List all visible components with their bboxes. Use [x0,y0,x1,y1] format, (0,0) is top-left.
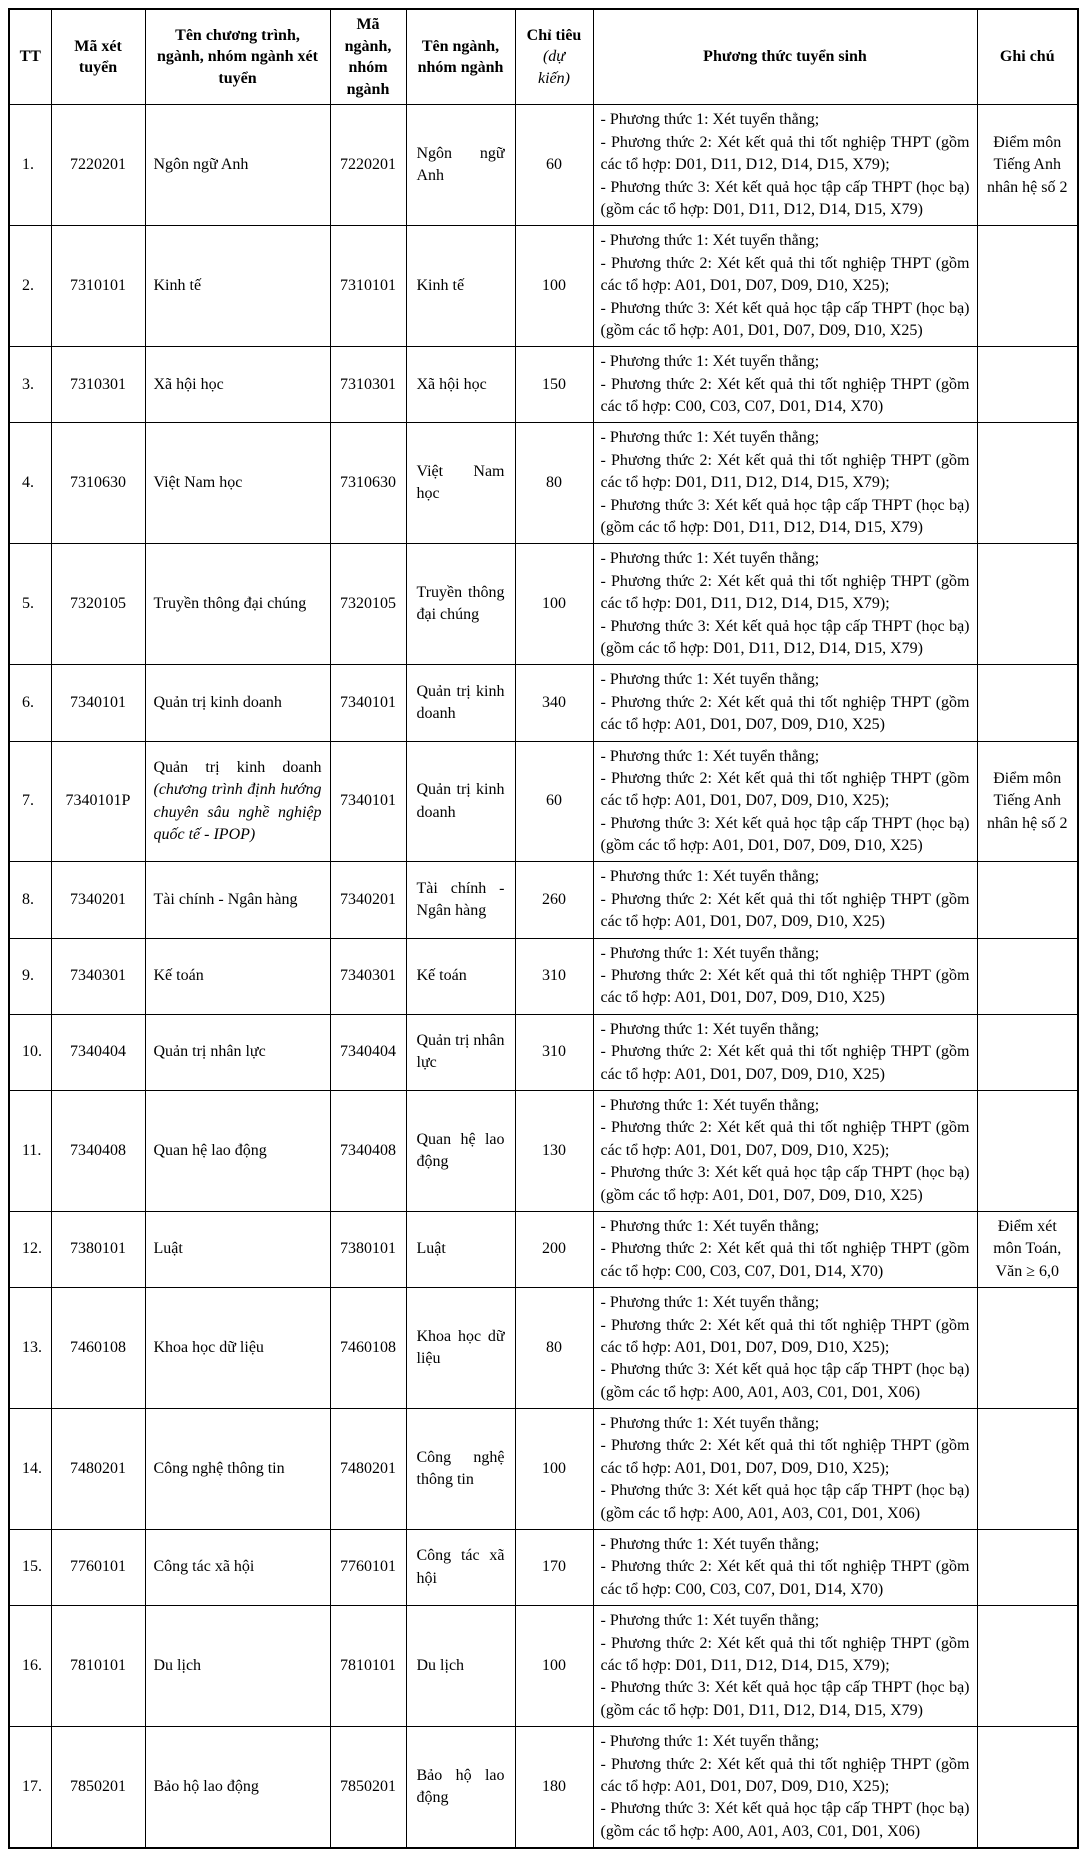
method-line: - Phương thức 2: Xét kết quả thi tốt nghiệp THPT (gồm các tổ hợp: C00, C03, C07, D01, D14, X70) [600,375,970,416]
method-line: - Phương thức 2: Xét kết quả thi tốt nghiệp THPT (gồm các tổ hợp: A01, D01, D07, D09, D10, X25); [600,1755,970,1795]
cell-major-name: Luật [406,1211,515,1287]
cell-tt: 11. [9,1091,51,1212]
method-line: - Phương thức 1: Xét tuyển thẳng; [600,1097,820,1114]
cell-quota: 310 [515,1014,593,1090]
cell-program-name [145,741,330,862]
cell-admission-methods [593,1014,977,1090]
cell-admission-methods [593,544,977,665]
method-line: - Phương thức 2: Xét kết quả thi tốt nghiệp THPT (gồm các tổ hợp: A01, D01, D07, D09, D10, X25); [600,254,970,295]
cell-note [977,1409,1078,1530]
cell-quota: 100 [515,1606,593,1727]
program-name-text: Du lịch [153,1656,202,1674]
table-row [9,423,1078,544]
cell-admission-code: 7380101 [51,1211,145,1287]
cell-quota: 310 [515,938,593,1014]
cell-major-name: Du lịch [406,1606,515,1727]
cell-admission-methods [593,665,977,741]
method-line: - Phương thức 2: Xét kết quả thi tốt nghiệp THPT (gồm các tổ hợp: D01, D11, D12, D14, D15, X79); [600,133,970,174]
cell-note [977,1091,1078,1212]
cell-tt: 4. [9,423,51,544]
program-name-text: Ngôn ngữ Anh [153,156,249,174]
cell-major-code: 7320105 [330,544,406,665]
cell-major-code: 7220201 [330,105,406,226]
table-row [9,741,1078,862]
cell-program-name [145,1211,330,1287]
method-line: - Phương thức 2: Xét kết quả thi tốt nghiệp THPT (gồm các tổ hợp: A01, D01, D07, D09, D10, X25) [600,890,970,931]
method-line: - Phương thức 2: Xét kết quả thi tốt nghiệp THPT (gồm các tổ hợp: A01, D01, D07, D09, D10, X25); [600,1316,970,1356]
cell-note: Điểm xét môn Toán, Văn ≥ 6,0 [977,1211,1078,1287]
cell-admission-methods [593,1409,977,1530]
cell-tt: 13. [9,1288,51,1409]
cell-tt: 10. [9,1014,51,1090]
cell-program-name [145,1288,330,1409]
cell-note: Điểm môn Tiếng Anh nhân hệ số 2 [977,741,1078,862]
method-line: - Phương thức 2: Xét kết quả thi tốt nghiệp THPT (gồm các tổ hợp: C00, C03, C07, D01, D14, X70) [600,1240,970,1280]
cell-major-code: 7310301 [330,347,406,423]
cell-tt: 15. [9,1530,51,1606]
cell-major-code: 7340101 [330,741,406,862]
method-line: - Phương thức 1: Xét tuyển thẳng; [600,232,820,250]
cell-quota: 130 [515,1091,593,1212]
cell-program-name [145,423,330,544]
program-name-text: Kế toán [153,967,204,985]
cell-major-name: Bảo hộ lao động [406,1727,515,1848]
cell-major-name: Kinh tế [406,226,515,347]
cell-major-code: 7850201 [330,1727,406,1848]
cell-admission-methods [593,105,977,226]
table-row [9,1409,1078,1530]
table-row [9,1014,1078,1090]
table-row [9,1530,1078,1606]
cell-tt: 8. [9,862,51,938]
table-row [9,544,1078,665]
cell-admission-methods [593,1211,977,1287]
cell-quota: 170 [515,1530,593,1606]
program-name-text: Xã hội học [153,375,224,393]
cell-admission-code: 7340201 [51,862,145,938]
cell-tt: 3. [9,347,51,423]
program-name-text: Quan hệ lao động [153,1141,267,1159]
program-name-text: Công tác xã hội [153,1558,255,1576]
method-line: - Phương thức 3: Xét kết quả học tập cấp THPT (học bạ) (gồm các tổ hợp: A00, A01, A03, C01, D01, X06) [600,1361,970,1401]
quota-header-sub: (dự kiến) [538,48,570,87]
cell-major-code: 7340404 [330,1014,406,1090]
cell-major-code: 7340408 [330,1091,406,1212]
cell-major-code: 7810101 [330,1606,406,1727]
table-row [9,226,1078,347]
cell-admission-code: 7810101 [51,1606,145,1727]
cell-program-name [145,665,330,741]
table-body [9,105,1078,1848]
cell-note [977,1288,1078,1409]
cell-major-code: 7760101 [330,1530,406,1606]
cell-major-code: 7310101 [330,226,406,347]
program-name-text: Việt Nam học [153,474,243,492]
method-line: - Phương thức 2: Xét kết quả thi tốt nghiệp THPT (gồm các tổ hợp: D01, D11, D12, D14, D15, X79); [600,572,970,613]
cell-admission-code: 7310630 [51,423,145,544]
cell-major-name: Việt Nam học [406,423,515,544]
cell-note [977,665,1078,741]
method-line: - Phương thức 1: Xét tuyển thẳng; [600,1217,820,1235]
method-line: - Phương thức 2: Xét kết quả thi tốt nghiệp THPT (gồm các tổ hợp: A01, D01, D07, D09, D10, X25); [600,769,970,810]
cell-note: Điểm môn Tiếng Anh nhân hệ số 2 [977,105,1078,226]
cell-admission-code: 7760101 [51,1530,145,1606]
col-header-quota [515,9,593,105]
cell-major-code: 7480201 [330,1409,406,1530]
method-line: - Phương thức 2: Xét kết quả thi tốt nghiệp THPT (gồm các tổ hợp: A01, D01, D07, D09, D10, X25); [600,1119,970,1159]
cell-admission-code: 7480201 [51,1409,145,1530]
header-row [9,9,1078,105]
method-line: - Phương thức 1: Xét tuyển thẳng; [600,1415,820,1433]
method-line: - Phương thức 2: Xét kết quả thi tốt nghiệp THPT (gồm các tổ hợp: A01, D01, D07, D09, D10, X25) [600,1043,970,1083]
cell-tt: 16. [9,1606,51,1727]
cell-quota: 180 [515,1727,593,1848]
cell-note [977,544,1078,665]
cell-quota: 60 [515,741,593,862]
cell-admission-code: 7850201 [51,1727,145,1848]
cell-note [977,347,1078,423]
cell-quota: 80 [515,423,593,544]
method-line: - Phương thức 3: Xét kết quả học tập cấp THPT (học bạ) (gồm các tổ hợp: A01, D01, D07, D09, D10, X25) [600,814,970,855]
cell-program-name [145,105,330,226]
cell-admission-methods [593,741,977,862]
cell-note [977,1014,1078,1090]
table-row [9,862,1078,938]
cell-admission-methods [593,347,977,423]
method-line: - Phương thức 2: Xét kết quả thi tốt nghiệp THPT (gồm các tổ hợp: A01, D01, D07, D09, D10, X25) [600,693,970,734]
method-line: - Phương thức 1: Xét tuyển thẳng; [600,353,820,371]
cell-tt: 14. [9,1409,51,1530]
cell-major-name: Khoa học dữ liệu [406,1288,515,1409]
method-line: - Phương thức 3: Xét kết quả học tập cấp THPT (học bạ) (gồm các tổ hợp: D01, D11, D12, D14, D15, X79) [600,178,970,218]
col-header-major-name: Tên ngành, nhóm ngành [406,9,515,105]
cell-tt: 1. [9,105,51,226]
program-name-text: Công nghệ thông tin [153,1459,285,1477]
method-line: - Phương thức 3: Xét kết quả học tập cấp THPT (học bạ) (gồm các tổ hợp: D01, D11, D12, D14, D15, X79) [600,617,970,657]
cell-tt: 17. [9,1727,51,1848]
cell-major-name: Công nghệ thông tin [406,1409,515,1530]
cell-major-name: Truyền thông đại chúng [406,544,515,665]
program-name-text: Luật [153,1240,183,1258]
program-name-text: Quản trị nhân lực [153,1043,266,1061]
table-row [9,1727,1078,1848]
cell-tt: 2. [9,226,51,347]
cell-program-name [145,1606,330,1727]
method-line: - Phương thức 3: Xét kết quả học tập cấp THPT (học bạ) (gồm các tổ hợp: A00, A01, A03, C01, D01, X06) [600,1800,970,1840]
cell-major-name: Tài chính - Ngân hàng [406,862,515,938]
cell-admission-methods [593,1606,977,1727]
cell-admission-code: 7310101 [51,226,145,347]
cell-note [977,226,1078,347]
program-name-text: Truyền thông đại chúng [153,595,307,613]
method-line: - Phương thức 1: Xét tuyển thẳng; [600,550,820,568]
cell-quota: 200 [515,1211,593,1287]
cell-major-code: 7460108 [330,1288,406,1409]
cell-admission-code: 7340101P [51,741,145,862]
cell-admission-code: 7340101 [51,665,145,741]
cell-quota: 100 [515,544,593,665]
method-line: - Phương thức 1: Xét tuyển thẳng; [600,1536,820,1554]
cell-admission-methods [593,423,977,544]
cell-quota: 150 [515,347,593,423]
method-line: - Phương thức 1: Xét tuyển thẳng; [600,1612,820,1630]
method-line: - Phương thức 1: Xét tuyển thẳng; [600,111,820,129]
cell-program-name [145,862,330,938]
cell-program-name [145,1727,330,1848]
table-row [9,105,1078,226]
cell-tt: 12. [9,1211,51,1287]
cell-quota: 60 [515,105,593,226]
cell-admission-code: 7310301 [51,347,145,423]
program-name-text: Bảo hộ lao động [153,1777,259,1795]
cell-major-code: 7340201 [330,862,406,938]
method-line: - Phương thức 3: Xét kết quả học tập cấp THPT (học bạ) (gồm các tổ hợp: D01, D11, D12, D14, D15, X79) [600,496,970,537]
program-name-text: Tài chính - Ngân hàng [153,890,298,908]
cell-quota: 100 [515,226,593,347]
col-header-note: Ghi chú [977,9,1078,105]
cell-program-name [145,938,330,1014]
cell-major-code: 7380101 [330,1211,406,1287]
cell-program-name [145,1014,330,1090]
method-line: - Phương thức 1: Xét tuyển thẳng; [600,1020,820,1038]
method-line: - Phương thức 1: Xét tuyển thẳng; [600,1294,820,1312]
cell-program-name [145,347,330,423]
cell-admission-code: 7320105 [51,544,145,665]
table-header [9,9,1078,105]
method-line: - Phương thức 3: Xét kết quả học tập cấp THPT (học bạ) (gồm các tổ hợp: A01, D01, D07, D09, D10, X25) [600,1164,970,1204]
cell-quota: 80 [515,1288,593,1409]
cell-tt: 7. [9,741,51,862]
table-row [9,1091,1078,1212]
cell-note [977,1727,1078,1848]
cell-note [977,423,1078,544]
method-line: - Phương thức 3: Xét kết quả học tập cấp THPT (học bạ) (gồm các tổ hợp: A01, D01, D07, D09, D10, X25) [600,299,970,339]
method-line: - Phương thức 3: Xét kết quả học tập cấp THPT (học bạ) (gồm các tổ hợp: D01, D11, D12, D14, D15, X79) [600,1679,970,1719]
cell-program-name [145,1409,330,1530]
cell-tt: 9. [9,938,51,1014]
table-row [9,1606,1078,1727]
cell-admission-code: 7340404 [51,1014,145,1090]
cell-admission-methods [593,1530,977,1606]
cell-quota: 340 [515,665,593,741]
cell-admission-code: 7460108 [51,1288,145,1409]
cell-major-name: Kế toán [406,938,515,1014]
cell-quota: 100 [515,1409,593,1530]
cell-admission-code: 7340408 [51,1091,145,1212]
table-row [9,665,1078,741]
cell-major-name: Xã hội học [406,347,515,423]
cell-major-code: 7340101 [330,665,406,741]
cell-admission-methods [593,1091,977,1212]
program-name-text: Kinh tế [153,277,202,295]
cell-tt: 6. [9,665,51,741]
cell-note [977,1530,1078,1606]
cell-major-name: Ngôn ngữ Anh [406,105,515,226]
cell-major-name: Quản trị nhân lực [406,1014,515,1090]
method-line: - Phương thức 2: Xét kết quả thi tốt nghiệp THPT (gồm các tổ hợp: D01, D11, D12, D14, D15, X79); [600,451,970,492]
table-row [9,1211,1078,1287]
method-line: - Phương thức 1: Xét tuyển thẳng; [600,747,820,765]
program-name-note: (chương trình định hướng chuyên sâu nghề nghiệp quốc tế - IPOP) [153,781,322,843]
cell-admission-methods [593,1727,977,1848]
method-line: - Phương thức 1: Xét tuyển thẳng; [600,671,820,689]
table-row [9,347,1078,423]
cell-tt: 5. [9,544,51,665]
table-row [9,1288,1078,1409]
program-name-text: Quản trị kinh doanh [153,758,322,776]
admission-table [8,8,1079,1849]
cell-admission-methods [593,938,977,1014]
table-row [9,938,1078,1014]
cell-program-name [145,544,330,665]
col-header-tt: TT [9,9,51,105]
cell-note [977,862,1078,938]
col-header-admission-methods: Phương thức tuyển sinh [593,9,977,105]
method-line: - Phương thức 1: Xét tuyển thẳng; [600,1733,820,1751]
col-header-program-name: Tên chương trình, ngành, nhóm ngành xét tuyển [145,9,330,105]
cell-major-name: Công tác xã hội [406,1530,515,1606]
quota-header-main: Chỉ tiêu [526,26,582,44]
cell-note [977,1606,1078,1727]
program-name-text: Khoa học dữ liệu [153,1338,264,1356]
cell-quota: 260 [515,862,593,938]
method-line: - Phương thức 2: Xét kết quả thi tốt nghiệp THPT (gồm các tổ hợp: D01, D11, D12, D14, D15, X79); [600,1634,970,1674]
cell-note [977,938,1078,1014]
method-line: - Phương thức 1: Xét tuyển thẳng; [600,429,820,447]
program-name-text: Quản trị kinh doanh [153,693,282,711]
col-header-admission-code: Mã xét tuyển [51,9,145,105]
cell-admission-methods [593,226,977,347]
cell-major-code: 7340301 [330,938,406,1014]
cell-program-name [145,226,330,347]
cell-major-name: Quan hệ lao động [406,1091,515,1212]
cell-major-name: Quản trị kinh doanh [406,665,515,741]
method-line: - Phương thức 2: Xét kết quả thi tốt nghiệp THPT (gồm các tổ hợp: A01, D01, D07, D09, D10, X25); [600,1437,970,1477]
col-header-major-code: Mã ngành, nhóm ngành [330,9,406,105]
cell-admission-methods [593,862,977,938]
method-line: - Phương thức 1: Xét tuyển thẳng; [600,868,820,886]
method-line: - Phương thức 2: Xét kết quả thi tốt nghiệp THPT (gồm các tổ hợp: C00, C03, C07, D01, D14, X70) [600,1558,970,1598]
cell-major-name: Quản trị kinh doanh [406,741,515,862]
cell-program-name [145,1530,330,1606]
method-line: - Phương thức 1: Xét tuyển thẳng; [600,944,820,962]
cell-program-name [145,1091,330,1212]
cell-admission-methods [593,1288,977,1409]
method-line: - Phương thức 2: Xét kết quả thi tốt nghiệp THPT (gồm các tổ hợp: A01, D01, D07, D09, D10, X25) [600,967,970,1007]
cell-major-code: 7310630 [330,423,406,544]
cell-admission-code: 7220201 [51,105,145,226]
method-line: - Phương thức 3: Xét kết quả học tập cấp THPT (học bạ) (gồm các tổ hợp: A00, A01, A03, C01, D01, X06) [600,1482,970,1522]
cell-admission-code: 7340301 [51,938,145,1014]
